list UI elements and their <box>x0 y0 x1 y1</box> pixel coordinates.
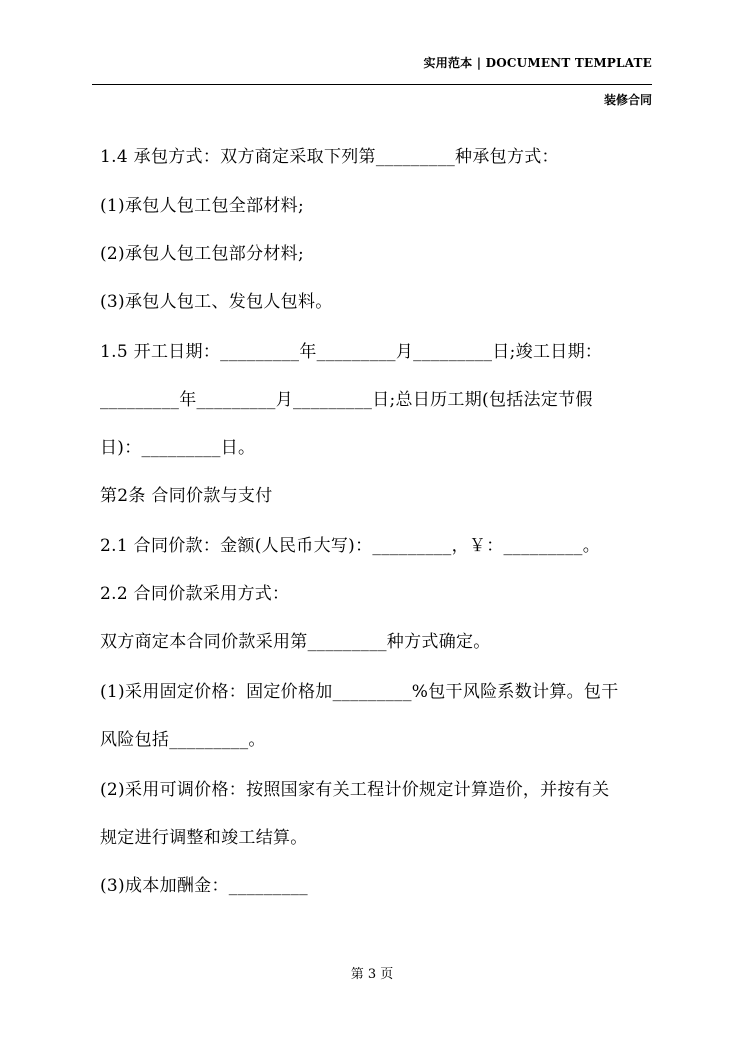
clause-1-4-option-2: (2)承包人包工包部分材料; <box>100 244 305 264</box>
clause-2-2-option-1: (1)采用固定价格：固定价格加_________%包干风险系数计算。包干 <box>100 682 619 702</box>
page-number: 第 3 页 <box>350 967 394 982</box>
clause-1-5-continued: _________年_________月_________日;总日历工期(包括法定节假 <box>100 390 593 410</box>
clause-2-2-option-1-continued: 风险包括_________。 <box>100 730 266 750</box>
clause-2-2-option-2-continued: 规定进行调整和竣工结算。 <box>100 828 308 848</box>
clause-2-2-intro: 双方商定本合同价款采用第_________种方式确定。 <box>100 632 491 652</box>
clause-2-2-option-2: (2)采用可调价格：按照国家有关工程计价规定计算造价，并按有关 <box>100 780 610 800</box>
header-divider <box>92 84 652 85</box>
clause-2-2-option-3: (3)成本加酬金：_________ <box>100 876 308 896</box>
clause-1-4-option-3: (3)承包人包工、发包人包料。 <box>100 292 333 312</box>
clause-1-4-option-1: (1)承包人包工包全部材料; <box>100 196 305 216</box>
header-brand: 实用范本 | DOCUMENT TEMPLATE <box>423 56 652 70</box>
clause-1-4: 1.4 承包方式：双方商定采取下列第_________种承包方式： <box>100 147 559 167</box>
clause-2-1: 2.1 合同价款：金额(人民币大写)：_________，￥：_________。 <box>100 536 601 556</box>
clause-1-5: 1.5 开工日期：_________年_________月_________日;竣工日期： <box>100 342 603 362</box>
article-2-heading: 第2条 合同价款与支付 <box>100 486 273 506</box>
clause-1-5-end: 日)：_________日。 <box>100 438 256 458</box>
clause-2-2: 2.2 合同价款采用方式： <box>100 584 290 604</box>
document-subtitle: 装修合同 <box>603 93 652 107</box>
